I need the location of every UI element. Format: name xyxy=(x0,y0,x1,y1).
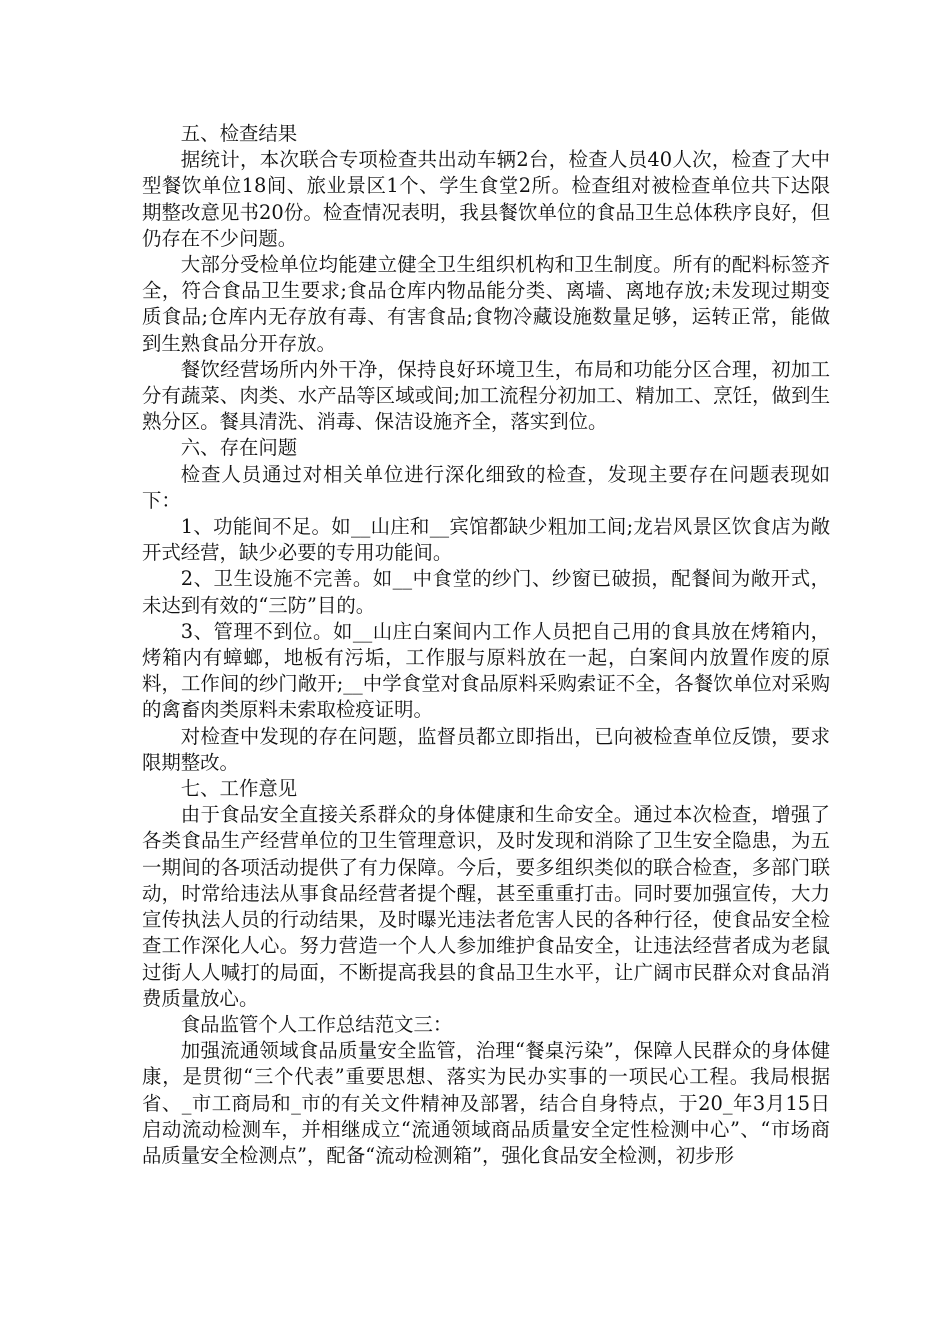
section-heading-5: 五、检查结果 xyxy=(180,122,298,145)
list-item-problem-1: 1、功能间不足。如__山庄和__宾馆都缺少粗加工间;龙岩风景区饮食店为敞开式经营，缺少必要的专用功能间。 xyxy=(142,515,830,565)
paragraph-problems-intro: 检查人员通过对相关单位进行深化细致的检查，发现主要存在问题表现如下： xyxy=(142,462,830,512)
list-item-problem-2: 2、卫生设施不完善。如__中食堂的纱门、纱窗已破损，配餐间为敞开式，未达到有效的“三防”目的。 xyxy=(142,567,830,617)
section-heading-7: 七、工作意见 xyxy=(180,777,298,801)
paragraph-opinions: 由于食品安全直接关系群众的身体健康和生命安全。通过本次检查，增强了各类食品生产经营单位的卫生管理意识，及时发现和消除了卫生安全隐患，为五一期间的各项活动提供了有力保障。今后，要多组织类似的联合检查，多部门联动，时常给违法从事食品经营者提个醒，甚至重重打击。同时要加强宣传，大力宣传执法人员的行动结果，及时曝光违法者危害人民的各种行径，使食品安全检查工作深化人心。努力营造一个人人参加维护食品安全，让违法经营者成为老鼠过街人人喊打的局面，不断提高我县的食品卫生水平，让广阔市民群众对食品消费质量放心。 xyxy=(142,803,830,1010)
paragraph-organization: 大部分受检单位均能建立健全卫生组织机构和卫生制度。所有的配料标签齐全，符合食品卫生要求;食品仓库内物品能分类、离墙、离地存放;未发现过期变质食品;仓库内无存放有毒、有害食品;食物冷藏设施数量足够，运转正常，能做到生熟食品分开存放。 xyxy=(142,253,830,355)
list-item-problem-3: 3、管理不到位。如__山庄白案间内工作人员把自己用的食具放在烤箱内，烤箱内有蟑螂，地板有污垢，工作服与原料放在一起，白案间内放置作废的原料，工作间的纱门敞开;__中学食堂对食品原料采购索证不全，各餐饮单位对采购的禽畜肉类原料未索取检疫证明。 xyxy=(142,619,830,722)
paragraph-environment: 餐饮经营场所内外干净，保持良好环境卫生，布局和功能分区合理，初加工分有蔬菜、肉类、水产品等区域或间;加工流程分初加工、精加工、烹饪，做到生熟分区。餐具清洗、消毒、保洁设施齐全，落实到位。 xyxy=(142,357,830,434)
section-heading-sample-3: 食品监管个人工作总结范文三： xyxy=(180,1012,453,1036)
section-heading-6: 六、存在问题 xyxy=(180,436,298,460)
paragraph-statistics: 据统计，本次联合专项检查共出动车辆2台，检查人员40人次，检查了大中型餐饮单位18间、旅业景区1个、学生食堂2所。检查组对被检查单位共下达限期整改意见书20份。检查情况表明，我县餐饮单位的食品卫生总体秩序良好，但仍存在不少问题。 xyxy=(142,148,830,250)
document-body xyxy=(142,121,830,1169)
paragraph-circulation: 加强流通领域食品质量安全监管，治理“餐桌污染”，保障人民群众的身体健康，是贯彻“三个代表”重要思想、落实为民办实事的一项民心工程。我局根据省、_市工商局和_市的有关文件精神及部署，结合自身特点，于20_年3月15日启动流动检测车，并相继成立“流通领域商品质量安全定性检测中心”、“市场商品质量安全检测点”，配备“流动检测箱”，强化食品安全检测，初步形 xyxy=(142,1039,830,1167)
paragraph-feedback: 对检查中发现的存在问题，监督员都立即指出，已向被检查单位反馈，要求限期整改。 xyxy=(142,724,830,774)
